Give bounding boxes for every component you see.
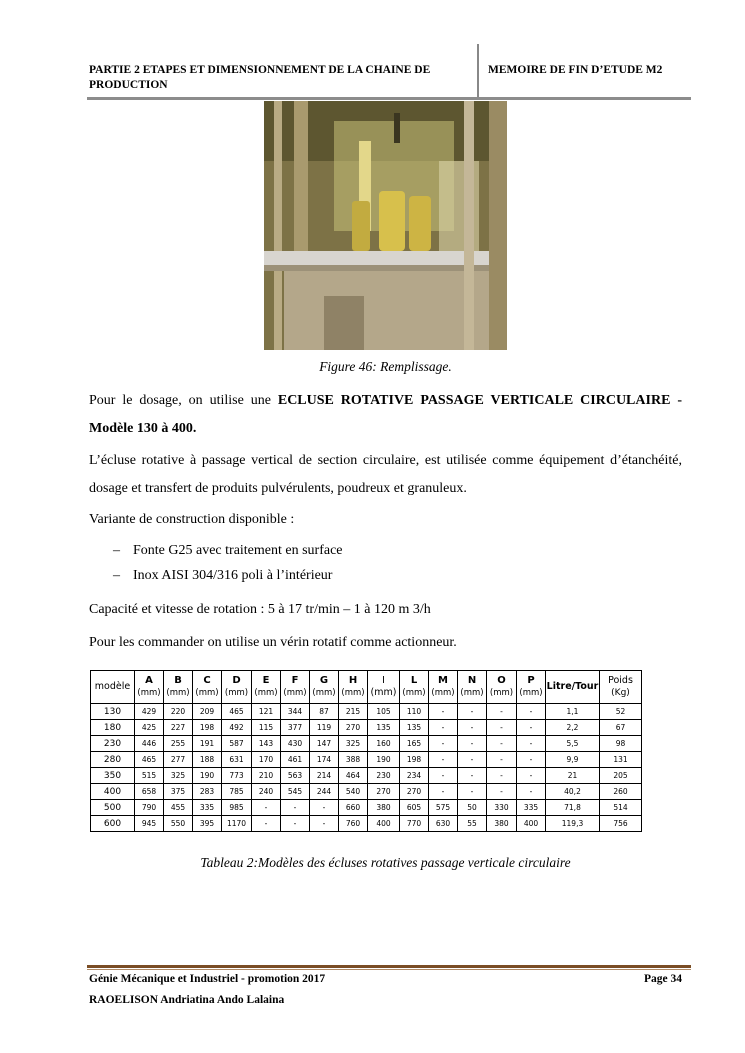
table-row [91, 768, 642, 784]
table-cell: - [429, 720, 458, 736]
table-cell: 425 [135, 720, 164, 736]
table-cell: 115 [252, 720, 281, 736]
table-cell: 325 [164, 768, 193, 784]
table-header-label: M [438, 675, 448, 686]
table-cell: 9,9 [546, 752, 600, 768]
header-document-title: MEMOIRE DE FIN D’ETUDE M2 [488, 64, 663, 76]
table-cell-model: 500 [91, 800, 135, 816]
table-cell: 147 [310, 736, 339, 752]
table-cell: 785 [222, 784, 252, 800]
paragraph-dosage [89, 387, 682, 443]
table-cell: - [487, 752, 517, 768]
table-header-cell [487, 671, 517, 704]
table-header-cell [252, 671, 281, 704]
table-cell: 50 [458, 800, 487, 816]
table-cell: 119 [310, 720, 339, 736]
table-header-cell [281, 671, 310, 704]
table-cell: 110 [400, 704, 429, 720]
table-cell: 545 [281, 784, 310, 800]
table-header-label: O [497, 675, 506, 686]
table-header-cell [600, 671, 642, 704]
footer-rule [87, 965, 691, 968]
table-cell: 330 [487, 800, 517, 816]
table-cell: - [429, 752, 458, 768]
table-cell: 760 [339, 816, 368, 832]
table-cell: - [252, 816, 281, 832]
table-cell: 464 [339, 768, 368, 784]
table-cell: - [487, 704, 517, 720]
table-cell: 790 [135, 800, 164, 816]
table-cell: - [458, 704, 487, 720]
table-cell: 188 [193, 752, 222, 768]
footer-page-number: Page 34 [643, 973, 682, 985]
header-divider [477, 44, 479, 98]
table-cell: 400 [517, 816, 546, 832]
table-cell: 270 [400, 784, 429, 800]
table-header-label: G [319, 675, 329, 686]
table-header-cell [91, 671, 135, 704]
table-header-label: modèle [94, 681, 131, 692]
table-cell: - [281, 816, 310, 832]
table-header-label: B [174, 675, 182, 686]
table-cell: 575 [429, 800, 458, 816]
table-cell: - [517, 752, 546, 768]
variant-item-1 [113, 541, 343, 561]
table-cell: 587 [222, 736, 252, 752]
table-header-unit: (mm) [519, 688, 543, 698]
table-header-cell [339, 671, 368, 704]
table-cell: 550 [164, 816, 193, 832]
table-caption: Tableau 2:Modèles des écluses rotatives passage verticale circulaire [200, 855, 571, 870]
table-cell: 283 [193, 784, 222, 800]
table-cell: 270 [368, 784, 400, 800]
table-cell: 165 [400, 736, 429, 752]
table-cell: 631 [222, 752, 252, 768]
table-cell: 105 [368, 704, 400, 720]
table-body [91, 704, 642, 832]
table-cell: 429 [135, 704, 164, 720]
paragraph-dosage-intro: Pour le dosage, on utilise une [89, 393, 278, 408]
table-cell: 335 [517, 800, 546, 816]
table-cell: 563 [281, 768, 310, 784]
table-cell: 773 [222, 768, 252, 784]
table-cell: 215 [339, 704, 368, 720]
table-cell-model: 600 [91, 816, 135, 832]
table-cell: - [458, 784, 487, 800]
table-cell: - [429, 784, 458, 800]
table-cell: 660 [339, 800, 368, 816]
table-header-cell [517, 671, 546, 704]
table-row [91, 752, 642, 768]
paragraph-capacity: Capacité et vitesse de rotation : 5 à 17 tr/min – 1 à 120 m 3/h [89, 602, 431, 617]
filling-machine-photo [264, 101, 507, 350]
table-cell: 170 [252, 752, 281, 768]
header-rule [87, 97, 691, 100]
table-cell: 375 [164, 784, 193, 800]
table-cell: - [487, 720, 517, 736]
table-cell: 515 [135, 768, 164, 784]
table-cell: - [517, 768, 546, 784]
table-cell: 121 [252, 704, 281, 720]
table-header-unit: (mm) [166, 688, 190, 698]
table-header-cell [400, 671, 429, 704]
table-header-label: H [348, 675, 358, 686]
table-header-unit: (mm) [137, 688, 161, 698]
table-cell: 198 [193, 720, 222, 736]
table-header-unit: (mm) [431, 688, 455, 698]
table-header-unit: (mm) [312, 688, 336, 698]
footer-rule-thin [87, 969, 691, 970]
table-cell: - [517, 704, 546, 720]
table-cell: 244 [310, 784, 339, 800]
table-cell: 234 [400, 768, 429, 784]
table-header-label: I (mm) [370, 675, 397, 698]
table-cell: 1170 [222, 816, 252, 832]
table-cell: 395 [193, 816, 222, 832]
table-cell: 87 [310, 704, 339, 720]
table-header-label: C [203, 675, 211, 686]
table-cell: 270 [339, 720, 368, 736]
table-cell: 380 [368, 800, 400, 816]
table-cell: 190 [193, 768, 222, 784]
table-cell: - [310, 800, 339, 816]
table-header-cell [310, 671, 339, 704]
table-cell: 191 [193, 736, 222, 752]
table-cell: 209 [193, 704, 222, 720]
table-header-unit: (mm) [195, 688, 219, 698]
table-cell: 335 [193, 800, 222, 816]
table-cell: 255 [164, 736, 193, 752]
table-cell: 198 [400, 752, 429, 768]
table-cell: 160 [368, 736, 400, 752]
table-cell: - [429, 736, 458, 752]
variant-item-2-text: Inox AISI 304/316 poli à l’intérieur [133, 568, 333, 583]
table-cell: - [458, 720, 487, 736]
table-cell: - [252, 800, 281, 816]
table-cell: 756 [600, 816, 642, 832]
table-cell: 230 [368, 768, 400, 784]
table-cell: 98 [600, 736, 642, 752]
table-header-unit: (mm) [341, 688, 365, 698]
table-cell: 540 [339, 784, 368, 800]
table-cell: 40,2 [546, 784, 600, 800]
table-cell: 227 [164, 720, 193, 736]
paragraph-variants-intro: Variante de construction disponible : [89, 512, 295, 527]
table-header-label: P [527, 675, 535, 686]
table-cell: 514 [600, 800, 642, 816]
table-cell: 658 [135, 784, 164, 800]
dash-bullet: – [113, 543, 120, 558]
paragraph-description: L’écluse rotative à passage vertical de section circulaire, est utilisée comme équipement d’étanchéité, dosage et transfert de produits pulvérulents, poudreux et granuleux. [89, 453, 682, 496]
table-cell: 377 [281, 720, 310, 736]
table-cell: 52 [600, 704, 642, 720]
table-cell: 1,1 [546, 704, 600, 720]
table-cell: 67 [600, 720, 642, 736]
table-cell: 344 [281, 704, 310, 720]
table-cell: 174 [310, 752, 339, 768]
variant-item-2 [113, 566, 332, 586]
table-cell: 455 [164, 800, 193, 816]
table-row [91, 736, 642, 752]
table-header-unit: (Kg) [611, 688, 630, 698]
table-cell-model: 280 [91, 752, 135, 768]
table-cell: 985 [222, 800, 252, 816]
table-cell: 465 [135, 752, 164, 768]
table-cell: 205 [600, 768, 642, 784]
table-cell: - [487, 784, 517, 800]
table-cell-model: 180 [91, 720, 135, 736]
table-header-unit: (mm) [283, 688, 307, 698]
table-cell: - [458, 736, 487, 752]
table-cell: 190 [368, 752, 400, 768]
table-header-cell [458, 671, 487, 704]
table-row [91, 704, 642, 720]
table-header-unit: (mm) [402, 688, 426, 698]
table-cell-model: 230 [91, 736, 135, 752]
footer-department: Génie Mécanique et Industriel - promotion 2017 [89, 973, 326, 985]
header-chapter-title: PARTIE 2 ETAPES ET DIMENSIONNEMENT DE LA CHAINE DE PRODUCTION [89, 64, 431, 91]
table-cell: - [487, 736, 517, 752]
table-cell: 380 [487, 816, 517, 832]
table-cell: - [458, 752, 487, 768]
table-row [91, 816, 642, 832]
table-cell: 210 [252, 768, 281, 784]
filling-machine-illustration [264, 101, 507, 350]
table-header-unit: (mm) [254, 688, 278, 698]
table-header-cell [429, 671, 458, 704]
table-cell: - [281, 800, 310, 816]
table-cell: - [458, 768, 487, 784]
table-header-unit: (mm) [489, 688, 514, 698]
table-header-label: L [410, 675, 418, 686]
table-cell: 446 [135, 736, 164, 752]
table-header-cell [222, 671, 252, 704]
table-header-cell [164, 671, 193, 704]
table-cell: 143 [252, 736, 281, 752]
table-cell: 71,8 [546, 800, 600, 816]
variant-item-1-text: Fonte G25 avec traitement en surface [133, 543, 343, 558]
table-header-label: Litre/Tour [546, 681, 599, 692]
table-header-unit: (mm) [224, 688, 249, 698]
table-cell: - [429, 704, 458, 720]
footer-author: RAOELISON Andriatina Ando Lalaina [89, 994, 285, 1006]
table-header-cell [368, 671, 400, 704]
table-header-label: A [145, 675, 153, 686]
table-cell: 325 [339, 736, 368, 752]
table-header-label: N [467, 675, 477, 686]
table-cell-model: 350 [91, 768, 135, 784]
table-cell: - [310, 816, 339, 832]
table-cell: 945 [135, 816, 164, 832]
table-row [91, 784, 642, 800]
table-cell-model: 130 [91, 704, 135, 720]
table-header-label: E [262, 675, 270, 686]
table-cell-model: 400 [91, 784, 135, 800]
table-row [91, 800, 642, 816]
models-table [90, 670, 642, 832]
table-header-row [91, 671, 642, 704]
table-cell: 277 [164, 752, 193, 768]
table-cell: 220 [164, 704, 193, 720]
table-cell: 21 [546, 768, 600, 784]
table-cell: - [429, 768, 458, 784]
table-cell: 461 [281, 752, 310, 768]
table-header-label: F [291, 675, 299, 686]
table-cell: 5,5 [546, 736, 600, 752]
table-header-label: Poids [608, 675, 633, 686]
table-cell: 135 [400, 720, 429, 736]
table-cell: 214 [310, 768, 339, 784]
table-cell: 2,2 [546, 720, 600, 736]
table-header-cell [135, 671, 164, 704]
table-cell: - [517, 784, 546, 800]
table-cell: 770 [400, 816, 429, 832]
table-header-cell [193, 671, 222, 704]
paragraph-dosage-model: ECLUSE ROTATIVE PASSAGE VERTICALE CIRCULAIRE - Modèle 130 à 400. [89, 393, 682, 436]
table-cell: 492 [222, 720, 252, 736]
table-cell: 605 [400, 800, 429, 816]
table-cell: - [517, 736, 546, 752]
table-cell: 630 [429, 816, 458, 832]
paragraph-actuator: Pour les commander on utilise un vérin rotatif comme actionneur. [89, 635, 457, 650]
table-cell: 465 [222, 704, 252, 720]
table-row [91, 720, 642, 736]
table-header-cell [546, 671, 600, 704]
table-cell: 131 [600, 752, 642, 768]
table-cell: 388 [339, 752, 368, 768]
table-cell: 119,3 [546, 816, 600, 832]
dash-bullet: – [113, 568, 120, 583]
table-cell: 260 [600, 784, 642, 800]
table-cell: 430 [281, 736, 310, 752]
table-header-label: D [232, 675, 241, 686]
table-cell: 400 [368, 816, 400, 832]
table-cell: 135 [368, 720, 400, 736]
figure-caption: Figure 46: Remplissage. [319, 359, 452, 374]
table-cell: - [487, 768, 517, 784]
table-cell: 55 [458, 816, 487, 832]
table-cell: 240 [252, 784, 281, 800]
table-cell: - [517, 720, 546, 736]
table-header-unit: (mm) [460, 688, 484, 698]
